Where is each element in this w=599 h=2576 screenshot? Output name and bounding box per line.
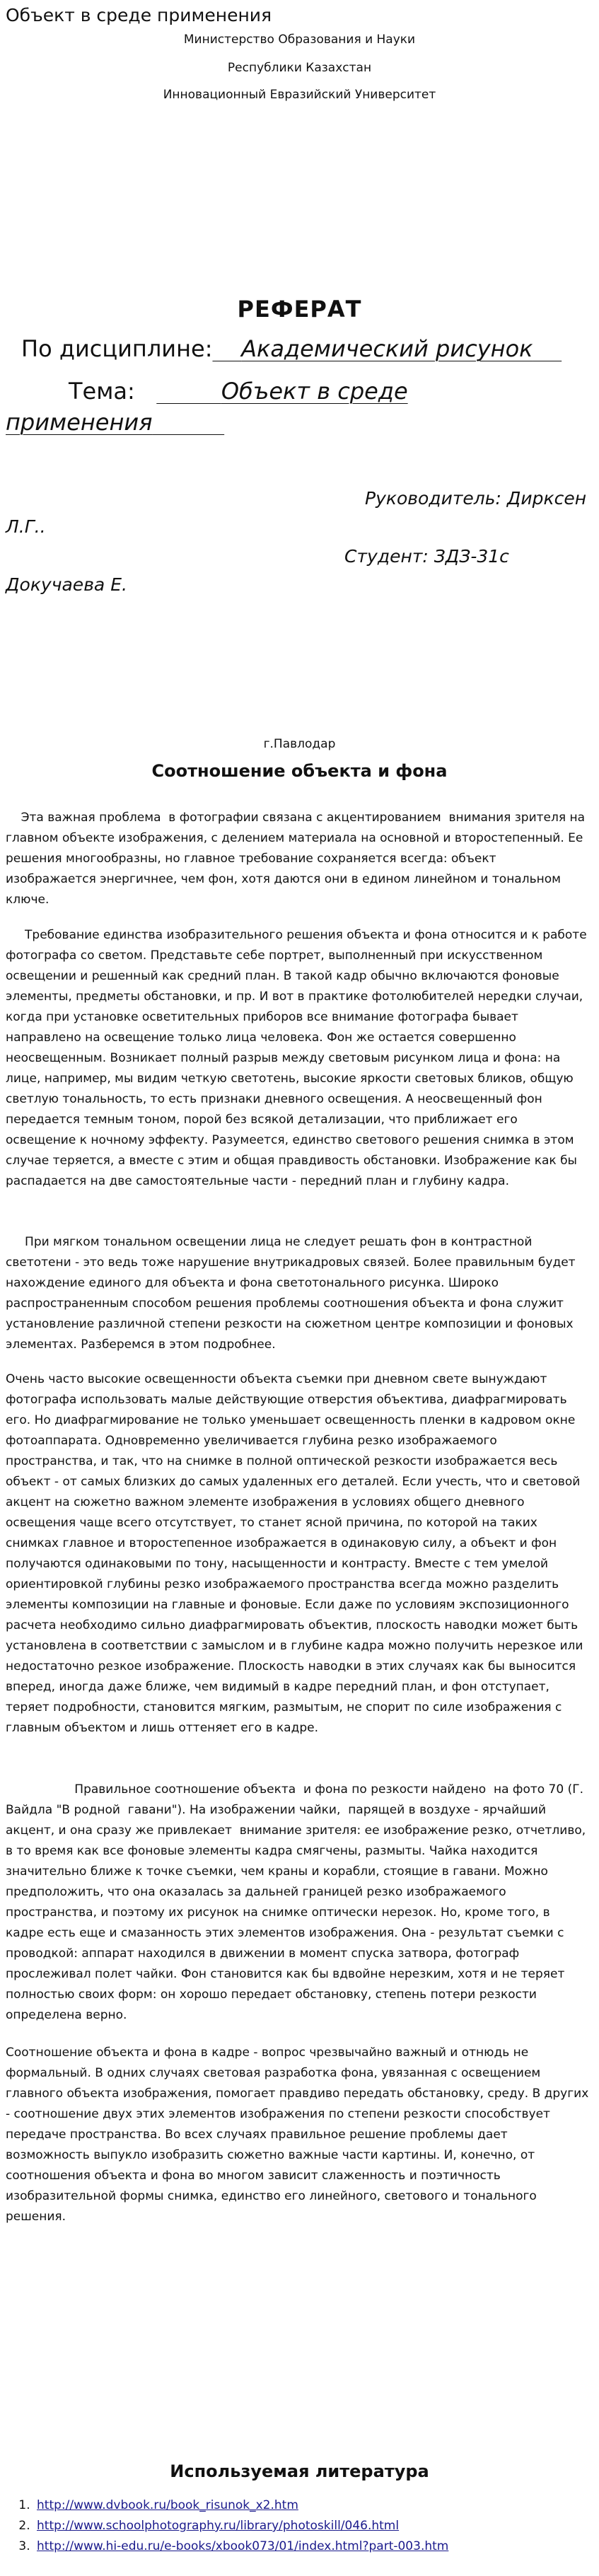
references-heading: Используемая литература	[170, 2461, 429, 2481]
topic-value-line2: применения	[6, 409, 153, 436]
list-item	[34, 2495, 593, 2516]
reference-link[interactable]: http://www.hi-edu.ru/e-books/xbook073/01/index.html?part-003.htm	[37, 2539, 449, 2553]
city-label: г.Павлодар	[263, 737, 336, 751]
document-title: Объект в среде применения	[6, 5, 272, 25]
paragraph-photo-example: Правильное соотношение объекта и фона по резкости найдено на фото 70 (Г. Вайдла "В родной гавани"). На изображении чайки, парящей в воздухе - ярчайший акцент, и она сразу же привлекает внимание зрителя: ее изображение резко, отчетливо, в то время как все фоновые элементы кадра смягчены, размыты. Чайка находится значительно ближе к точке съемки, чем краны и корабли, стоящие в гавани. Можно предположить, что она оказалась за дальней границей резко изображаемого пространства, и поэтому их рисунок на снимке оптически нерезок. Но, кроме того, в кадре есть еще и смазанность этих элементов изображения. Она - результат съемки с проводкой: аппарат находился в движении в момент спуска затвора, фотограф прослеживал полет чайки. Фон становится как бы вдвойне нерезким, хотя и не теряет полностью своих форм: он хорошо передает обстановку, степень потери резкости определена верно.	[6, 1782, 590, 2022]
reference-link[interactable]: http://www.schoolphotography.ru/library/photoskill/046.html	[37, 2519, 400, 2533]
supervisor-line1: Руководитель: Дирксен	[365, 488, 587, 509]
list-item	[34, 2516, 593, 2536]
essay-title: РЕФЕРАТ	[237, 296, 362, 323]
topic-row	[69, 376, 408, 406]
topic-label: Тема:	[69, 378, 135, 405]
section-heading: Соотношение объекта и фона	[151, 761, 448, 781]
list-item	[34, 2536, 593, 2557]
discipline-row	[21, 334, 562, 364]
paragraph-intro: Эта важная проблема в фотографии связана с акцентированием внимания зрителя на главном объекте изображения, с делением материала на основной и второстепенный. Ее решения многообразны, но главное требование сохраняется всегда: объект изображается энергичнее, чем фон, хотя даются они в едином линейном и тональном ключе.	[6, 811, 589, 907]
references-list	[0, 2495, 593, 2557]
topic-value-line1: Объект в среде	[221, 378, 408, 405]
republic-line: Республики Казахстан	[227, 61, 372, 75]
paragraph-lighting: Требование единства изобразительного решения объекта и фона относится и к работе фотографа со светом. Представьте себе портрет, выполненный при искусственном освещении и решенный как средний план. В такой кадр обычно включаются фоновые элементы, предметы обстановки, и пр. И вот в практике фотолюбителей нередки случаи, когда при установке осветительных приборов все внимание фотографа бывает направлено на освещение только лица человека. Фон же остается совершенно неосвещенным. Возникает полный разрыв между световым рисунком лица и фона: на лице, например, мы видим четкую светотень, высокие яркости световых бликов, общую светлую тональность, то есть признаки дневного освещения. А неосвещенный фон передается темным тоном, порой без всякой детализации, что приближает его освещение к ночному эффекту. Разумеется, единство светового решения снимка в этом случае теряется, а вместе с этим и общая правдивость обстановки. Изображение как бы распадается на две самостоятельные части - передний план и глубину кадра.	[6, 928, 591, 1188]
discipline-label: По дисциплине:	[21, 335, 213, 362]
supervisor-line2: Л.Г..	[6, 516, 46, 537]
student-line2: Докучаева Е.	[6, 574, 127, 595]
university-line: Инновационный Евразийский Университет	[163, 88, 436, 102]
paragraph-depth-of-field: Очень часто высокие освещенности объекта съемки при дневном свете вынуждают фотографа использовать малые действующие отверстия объектива, диафрагмировать его. Но диафрагмирование не только уменьшает освещенность пленки в кадровом окне фотоаппарата. Одновременно увеличивается глубина резко изображаемого пространства, и так, что на снимке в полной оптической резкости изображается весь объект - от самых близких до самых удаленных его деталей. Если учесть, что и световой акцент на сюжетно важном элементе изображения в условиях общего дневного освещения чаще всего отсутствует, то станет ясной причина, по которой на таких снимках главное и второстепенное изображается в одинаковую силу, а объект и фон получаются одинаковыми по тону, насыщенности и контрасту. Вместе с тем умелой ориентировкой глубины резко изображаемого пространства всегда можно разделить элементы композиции на главные и фоновые. Если даже по условиям экспозиционного расчета необходимо сильно диафрагмировать объектив, плоскость наводки может быть установлена в соответствии с замыслом и в глубине кадра можно получить нерезкое или недостаточно резкое изображение. Плоскость наводки в этих случаях как бы выносится вперед, иногда даже ближе, чем видимый в кадре передний план, и фон отступает, теряет подробности, становится мягким, размытым, не спорит по силе изображения с главным объектом и лишь оттеняет его в кадре.	[6, 1372, 587, 1735]
student-line1: Студент: ЗДЗ-31с	[344, 546, 509, 567]
ministry-line: Министерство Образования и Науки	[183, 33, 416, 47]
discipline-value: Академический рисунок	[241, 335, 533, 362]
reference-link[interactable]: http://www.dvbook.ru/book_risunok_x2.htm	[37, 2498, 298, 2512]
paragraph-conclusion: Соотношение объекта и фона в кадре - вопрос чрезвычайно важный и отнюдь не формальный. В одних случаях световая разработка фона, увязанная с освещением главного объекта изображения, помогает правдиво передать обстановку, среду. В других - соотношение двух этих элементов изображения по степени резкости способствует передаче пространства. Во всех случаях правильное решение проблемы дает возможность выпукло изобразить сюжетно важные части картины. И, конечно, от соотношения объекта и фона во многом зависит слаженность и поэтичность изобразительной формы снимка, единство его линейного, светового и тонального решения.	[6, 2046, 593, 2224]
paragraph-soft-light: При мягком тональном освещении лица не следует решать фон в контрастной светотени - это ведь тоже нарушение внутрикадровых связей. Более правильным будет нахождение единого для объекта и фона светотонального рисунка. Широко распространенным способом решения проблемы соотношения объекта и фона служит установление различной степени резкости на сюжетном центре композиции и фоновых элементах. Разберемся в этом подробнее.	[6, 1235, 579, 1352]
